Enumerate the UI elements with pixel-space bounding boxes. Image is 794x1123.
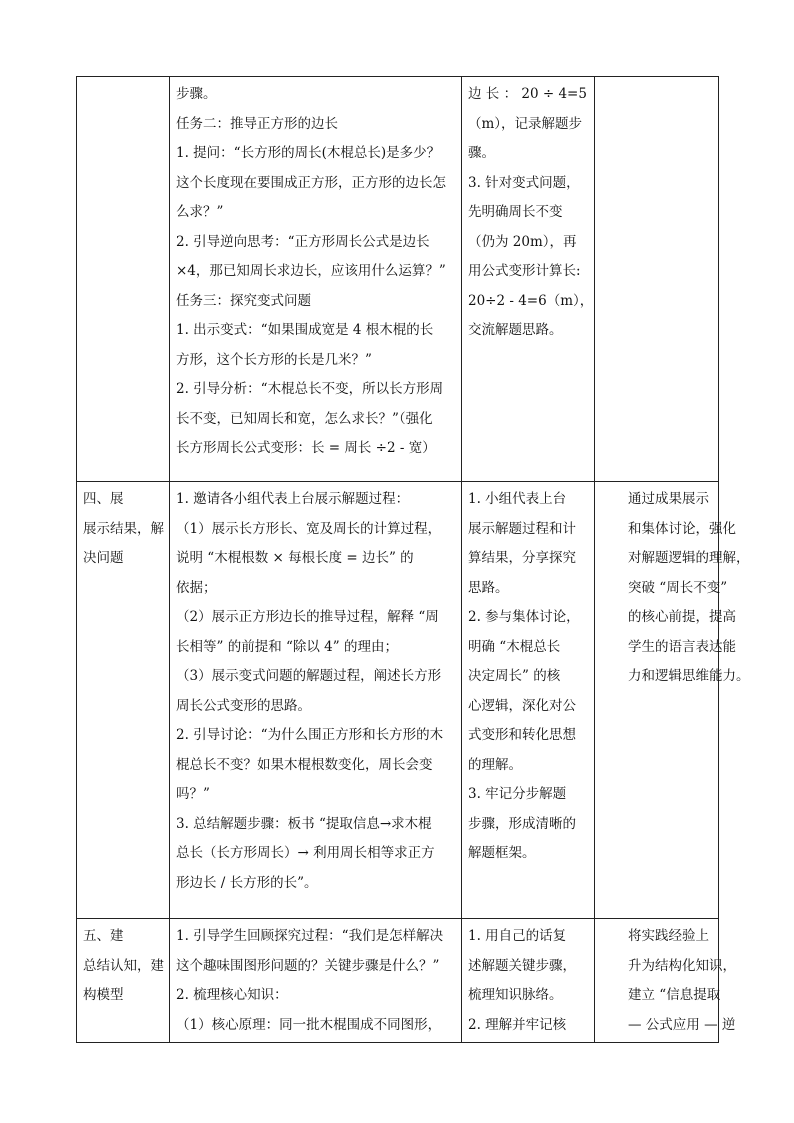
text-line: （1）核心原理：同一批木棍围成不同图形，	[176, 1016, 442, 1033]
text-line: 述解题关键步骤，	[468, 957, 576, 974]
table-row	[77, 77, 719, 482]
stage-cell	[77, 482, 170, 919]
table-row	[77, 482, 719, 919]
text-line: （2）展示正方形边长的推导过程，解释 “周	[176, 609, 439, 625]
text-line: 四、展	[83, 491, 124, 507]
text-line: 1. 用自己的话复	[468, 928, 567, 944]
design-intent-cell	[595, 77, 719, 482]
text-line: 先明确周长不变	[468, 204, 563, 220]
text-line: 总结认知，建	[83, 957, 164, 974]
text-line: 吗？”	[176, 786, 210, 802]
text-line: 步骤，形成清晰的	[468, 815, 576, 832]
text-line: 这个长度现在要围成正方形，正方形的边长怎	[176, 174, 446, 191]
text-line: 2. 参与集体讨论，	[468, 609, 580, 625]
text-line: 2. 引导讨论：“为什么围正方形和长方形的木	[176, 727, 444, 743]
text-line: 梳理知识脉络。	[468, 987, 563, 1003]
text-line: 心逻辑，深化对公	[468, 697, 576, 714]
text-line: （1）展示长方形长、宽及周长的计算过程，	[176, 520, 442, 537]
text-line: 思路。	[468, 579, 509, 596]
text-line: 1. 小组代表上台	[468, 491, 567, 507]
student-activity-cell	[462, 77, 595, 482]
text-line: 力和逻辑思维能力。	[628, 668, 750, 684]
text-line: 明确 “木棍总长	[468, 638, 561, 655]
text-line: 边 长 ： 20 ÷ 4=5	[468, 86, 587, 102]
teacher-activity-cell	[170, 77, 462, 482]
text-line: 长不变，已知周长和宽，怎么求长？”（强化	[176, 410, 433, 427]
text-line: 式变形和转化思想	[468, 727, 576, 743]
text-line: 用公式变形计算长:	[468, 263, 581, 279]
text-line: 形边长 / 长方形的长”。	[176, 874, 318, 891]
text-line: — 公式应用 — 逆	[628, 1016, 736, 1033]
text-line: 方形，这个长方形的长是几米？”	[176, 351, 372, 368]
text-line: 构模型	[83, 987, 124, 1003]
text-line: 棍总长不变？如果木棍根数变化，周长会变	[176, 756, 433, 773]
design-intent-cell	[595, 919, 736, 1043]
text-line: 将实践经验上	[628, 928, 709, 944]
text-line: 决定周长” 的核	[468, 668, 561, 684]
text-line: 展示结果，解	[83, 520, 164, 537]
text-line: 的理解。	[468, 756, 522, 773]
text-line: 2. 引导逆向思考：“正方形周长公式是边长	[176, 233, 430, 250]
text-line: 3. 总结解题步骤：板书 “提取信息→求木棍	[176, 815, 432, 832]
text-line: 2. 理解并牢记核	[468, 1016, 567, 1033]
text-line: 长相等” 的前提和 “除以 4” 的理由；	[176, 638, 398, 655]
text-line: 2. 引导分析：“木棍总长不变，所以长方形周	[176, 381, 444, 397]
text-line: 通过成果展示	[628, 491, 709, 507]
text-line: 建立 “信息提取	[628, 987, 721, 1003]
text-line: 任务三：探究变式问题	[176, 292, 311, 309]
text-line: 交流解题思路。	[468, 322, 563, 338]
text-line: 升为结构化知识，	[628, 957, 736, 974]
lesson-plan-table	[76, 76, 750, 1043]
text-line: 学生的语言表达能	[628, 638, 736, 655]
teacher-activity-cell	[170, 919, 462, 1043]
text-line: 对解题逻辑的理解，	[628, 550, 750, 566]
stage-cell	[77, 77, 170, 482]
text-line: 长方形周长公式变形：长 = 周长 ÷2 - 宽）	[176, 440, 436, 456]
text-line: 周长公式变形的思路。	[176, 697, 311, 714]
text-line: 算结果，分享探究	[468, 550, 576, 566]
student-activity-cell	[462, 482, 595, 919]
text-line: ×4，那已知周长求边长，应该用什么运算？”	[176, 263, 446, 279]
text-line: 步骤。	[176, 86, 217, 102]
text-line: 3. 牢记分步解题	[468, 786, 567, 802]
text-line: 展示解题过程和计	[468, 520, 576, 537]
text-line: 这个趣味围图形问题的？关键步骤是什么？”	[176, 957, 440, 974]
student-activity-cell	[462, 919, 595, 1043]
teacher-activity-cell	[170, 482, 462, 919]
text-line: 么求？”	[176, 204, 224, 220]
text-line: 说明 “木棍根数 × 每根长度 = 边长” 的	[176, 550, 414, 566]
text-line: 3. 针对变式问题，	[468, 174, 580, 191]
text-line: 决问题	[83, 550, 124, 566]
table-row	[77, 919, 719, 1043]
text-line: 20÷2 - 4=6（m），	[468, 292, 594, 309]
stage-cell	[77, 919, 170, 1043]
text-line: （3）展示变式问题的解题过程，阐述长方形	[176, 668, 442, 684]
text-line: 1. 出示变式：“如果围成宽是 4 根木棍的长	[176, 322, 434, 338]
design-intent-cell	[595, 482, 750, 919]
text-line: 2. 梳理核心知识：	[176, 987, 288, 1003]
text-line: （仍为 20m），再	[468, 233, 577, 250]
text-line: 五、建	[83, 928, 124, 944]
text-line: 突破 “周长不变”	[628, 579, 728, 596]
text-line: 总长（长方形周长）→ 利用周长相等求正方	[176, 845, 435, 861]
text-line: 1. 邀请各小组代表上台展示解题过程：	[176, 491, 410, 507]
text-line: 解题框架。	[468, 845, 536, 861]
text-line: 1. 提问：“长方形的周长(木棍总长)是多少？	[176, 145, 441, 161]
text-line: 和集体讨论，强化	[628, 520, 736, 537]
text-line: 任务二：推导正方形的边长	[176, 115, 338, 132]
text-line: 依据；	[176, 579, 217, 596]
text-line: 的核心前提，提高	[628, 609, 736, 625]
text-line: 1. 引导学生回顾探究过程：“我们是怎样解决	[176, 928, 444, 944]
text-line: （m），记录解题步	[468, 115, 583, 132]
text-line: 骤。	[468, 145, 495, 161]
